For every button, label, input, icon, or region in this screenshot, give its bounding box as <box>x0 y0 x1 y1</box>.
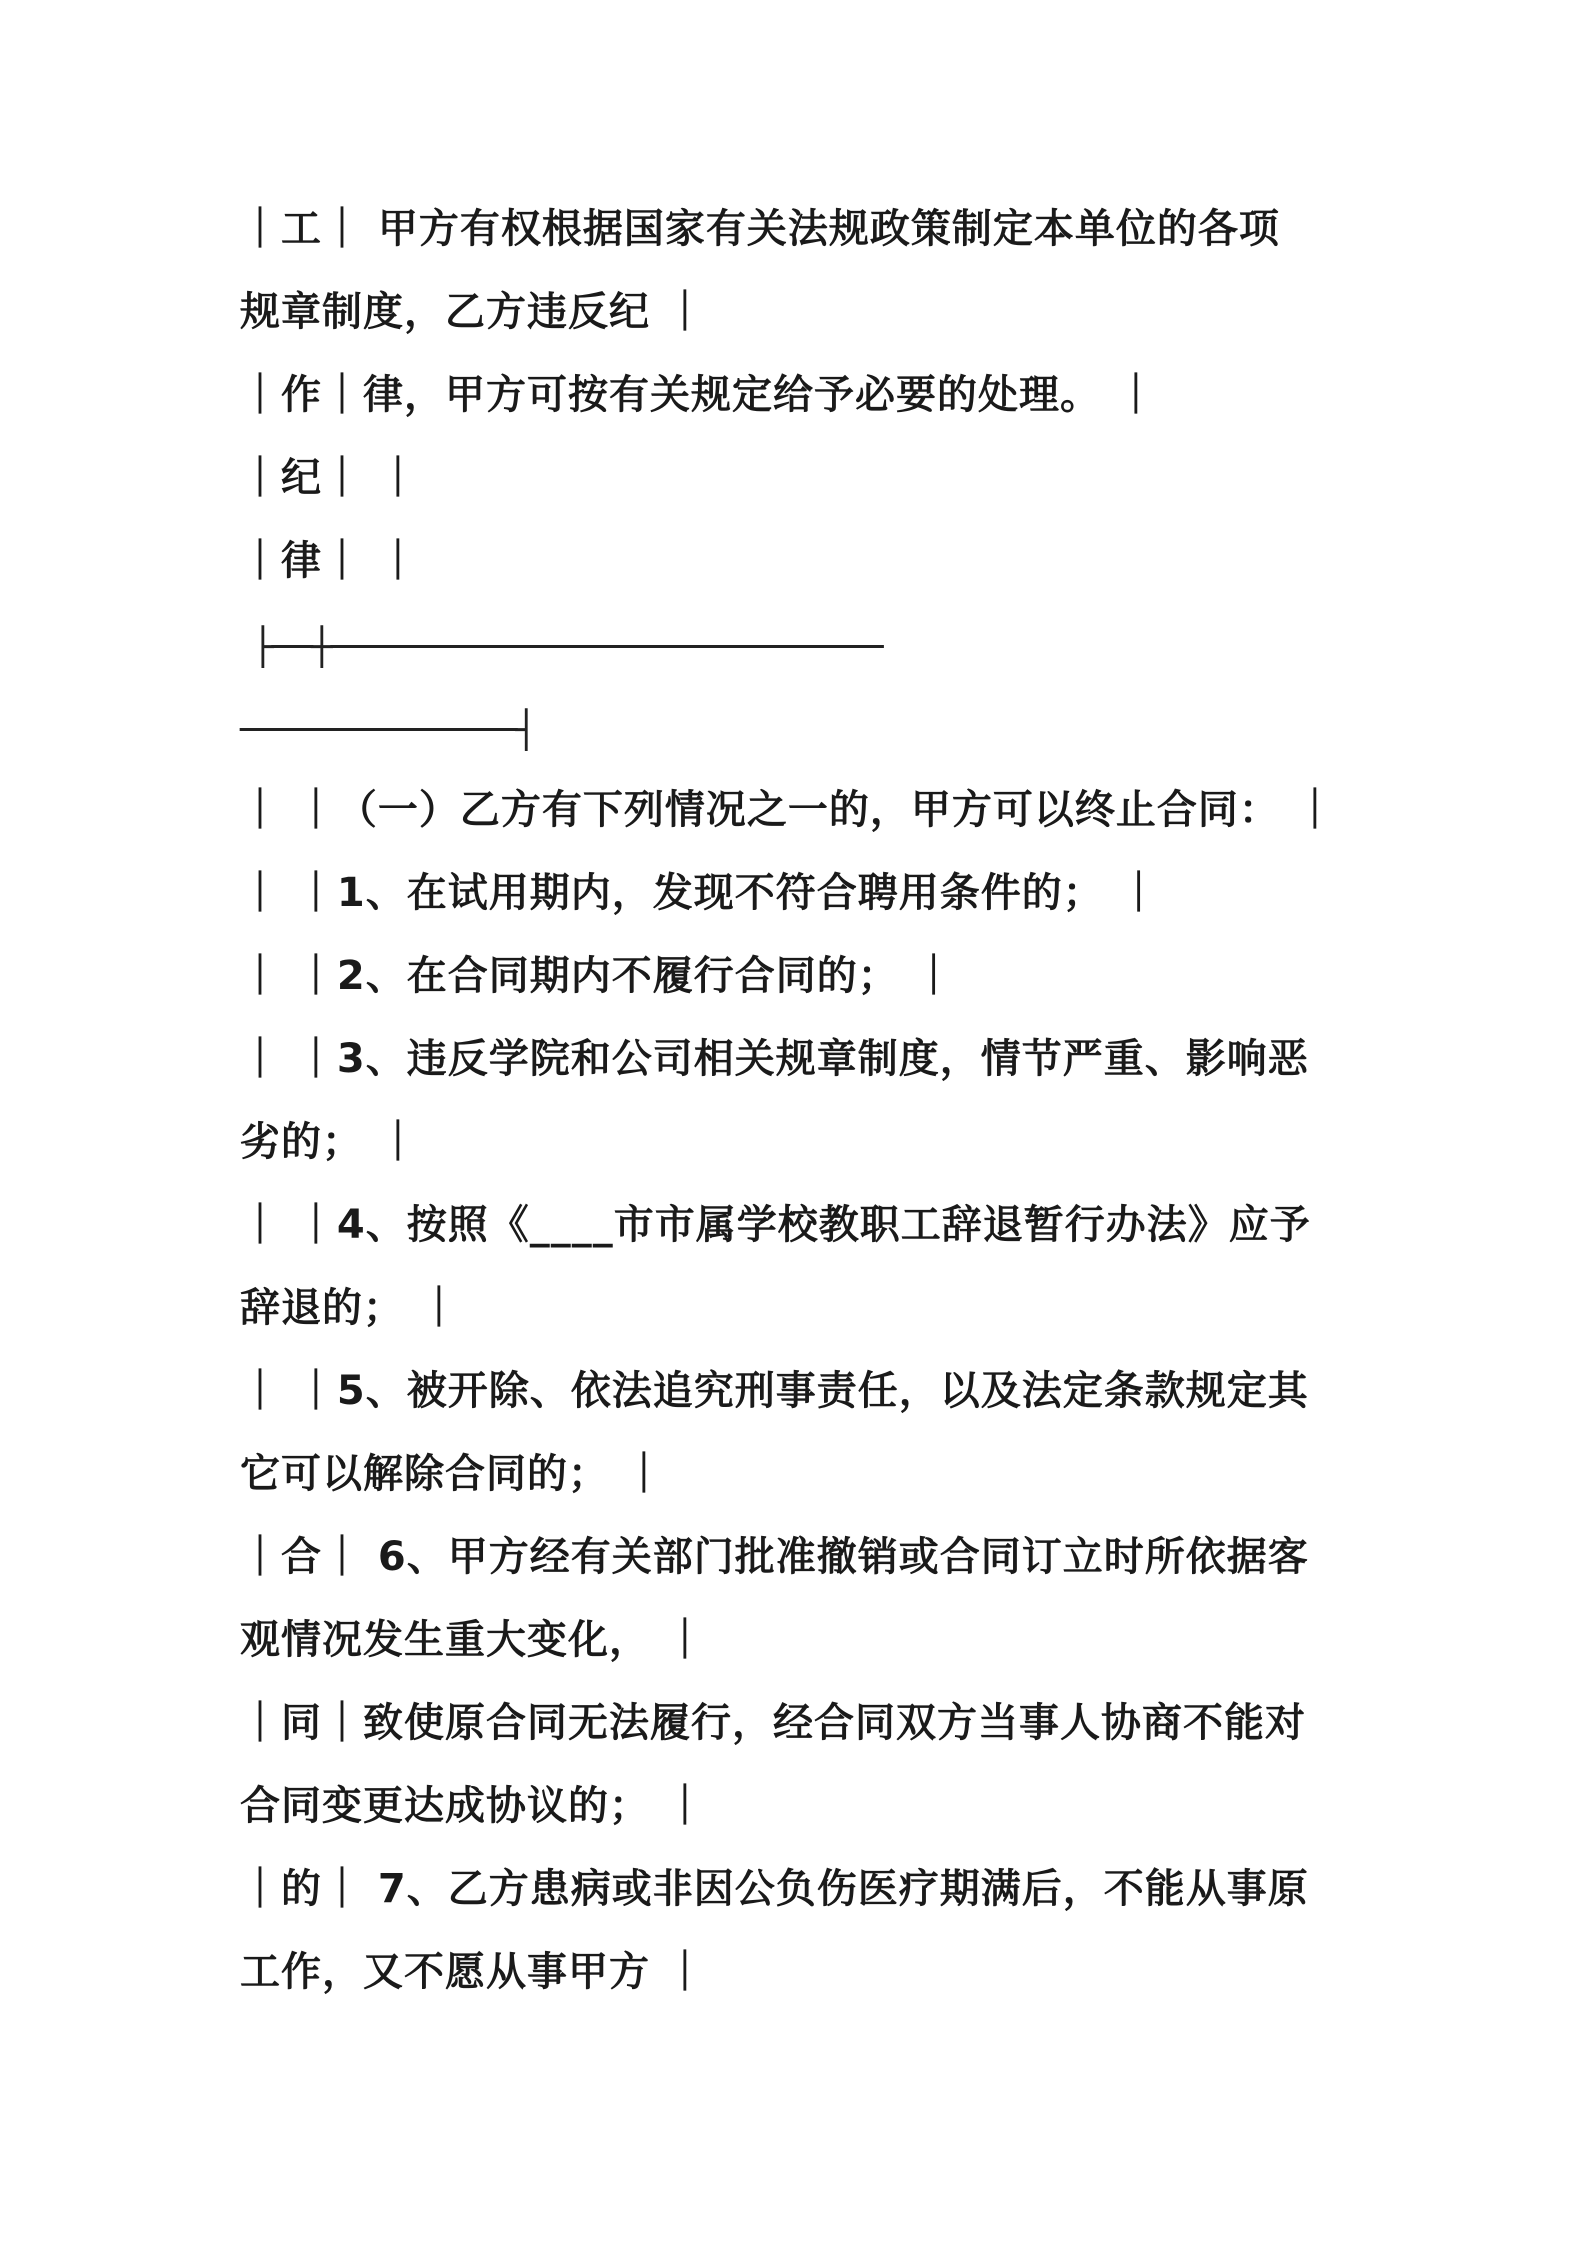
text-line: ｜的｜ 7、乙方患病或非因公负伤医疗期满后，不能从事原 <box>240 1866 1309 1912</box>
text-line: ｜同｜致使原合同无法履行，经合同双方当事人协商不能对 <box>240 1700 1306 1746</box>
text-line: ｜作｜律，甲方可按有关规定给予必要的处理。 ｜ <box>240 372 1157 418</box>
text-line: ｜ ｜3、违反学院和公司相关规章制度，情节严重、影响恶 <box>240 1036 1309 1082</box>
text-line: ｜ ｜（一）乙方有下列情况之一的，甲方可以终止合同： ｜ <box>240 787 1336 833</box>
text-line: 观情况发生重大变化， ｜ <box>240 1617 706 1663</box>
text-line: ｜律｜ ｜ <box>240 538 419 584</box>
table-rule-line: ──────────────┤ <box>240 710 536 751</box>
text-line: ｜纪｜ ｜ <box>240 455 419 501</box>
text-line: 工作，又不愿从事甲方 ｜ <box>240 1949 706 1995</box>
text-line: 辞退的； ｜ <box>240 1285 460 1331</box>
text-line: ｜ ｜4、按照《____市市属学校教职工辞退暂行办法》应予 <box>240 1202 1311 1248</box>
text-line: 合同变更达成协议的； ｜ <box>240 1783 706 1829</box>
text-line: 它可以解除合同的； ｜ <box>240 1451 665 1497</box>
text-line: ｜ ｜2、在合同期内不履行合同的； ｜ <box>240 953 955 999</box>
text-line: ｜ ｜5、被开除、依法追究刑事责任，以及法定条款规定其 <box>240 1368 1309 1414</box>
text-line: ｜ ｜1、在试用期内，发现不符合聘用条件的； ｜ <box>240 870 1160 916</box>
text-line: 规章制度，乙方违反纪 ｜ <box>240 289 706 335</box>
text-line: ｜合｜ 6、甲方经有关部门批准撤销或合同订立时所依据客 <box>240 1534 1309 1580</box>
text-line: ｜工｜ 甲方有权根据国家有关法规政策制定本单位的各项 <box>240 206 1280 252</box>
table-rule-line: ├──┼──────────────────────────── <box>252 627 882 668</box>
text-line: 劣的； ｜ <box>240 1119 419 1165</box>
